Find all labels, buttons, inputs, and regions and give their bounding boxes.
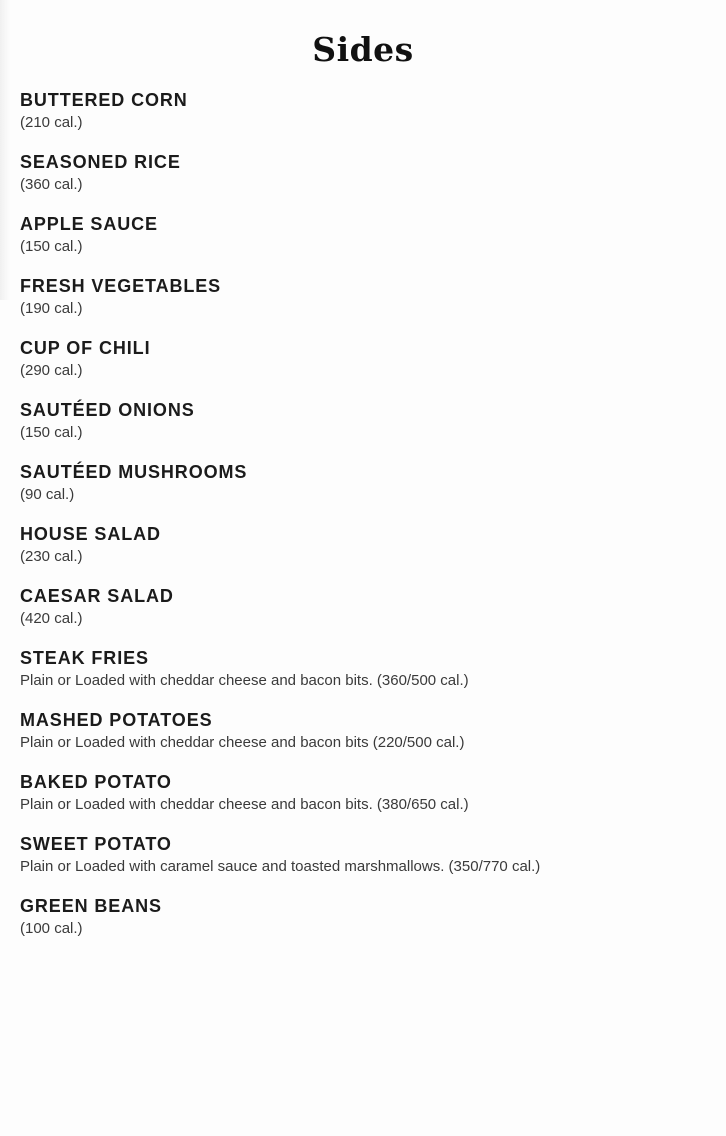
menu-item	[20, 214, 706, 256]
menu-item-detail: Plain or Loaded with caramel sauce and toasted marshmallows. (350/770 cal.)	[20, 858, 541, 875]
menu-item	[20, 586, 706, 628]
menu-item-detail: (90 cal.)	[20, 486, 75, 503]
menu-item-name: BUTTERED CORN	[20, 90, 188, 110]
menu-item	[20, 710, 706, 752]
menu-item-name: SWEET POTATO	[20, 834, 172, 854]
menu-item-detail: Plain or Loaded with cheddar cheese and bacon bits. (380/650 cal.)	[20, 796, 469, 813]
menu-item-name: MASHED POTATOES	[20, 710, 213, 730]
menu-item-name: SAUTÉED MUSHROOMS	[20, 462, 248, 482]
menu-item	[20, 400, 706, 442]
menu-item-detail: (100 cal.)	[20, 920, 83, 937]
menu-item	[20, 772, 706, 814]
menu-item-detail: (210 cal.)	[20, 114, 83, 131]
menu-item-detail: (290 cal.)	[20, 362, 83, 379]
menu-item-name: STEAK FRIES	[20, 648, 149, 668]
menu-item	[20, 90, 706, 132]
menu-item-name: HOUSE SALAD	[20, 524, 161, 544]
menu-item	[20, 152, 706, 194]
menu-item	[20, 648, 706, 690]
menu-item	[20, 462, 706, 504]
menu-item-detail: (150 cal.)	[20, 424, 83, 441]
menu-item-name: SEASONED RICE	[20, 152, 181, 172]
menu-item-name: GREEN BEANS	[20, 896, 162, 916]
menu-item-detail: Plain or Loaded with cheddar cheese and bacon bits (220/500 cal.)	[20, 734, 465, 751]
menu-item-detail: (230 cal.)	[20, 548, 83, 565]
page-title: Sides	[312, 30, 414, 69]
menu-list	[20, 90, 706, 938]
menu-item	[20, 524, 706, 566]
menu-item	[20, 834, 706, 876]
menu-item-name: BAKED POTATO	[20, 772, 172, 792]
menu-item-name: CAESAR SALAD	[20, 586, 174, 606]
menu-item	[20, 338, 706, 380]
menu-item	[20, 896, 706, 938]
menu-item-name: SAUTÉED ONIONS	[20, 400, 195, 420]
menu-item-detail: (420 cal.)	[20, 610, 83, 627]
menu-item-name: APPLE SAUCE	[20, 214, 158, 234]
menu-item-detail: (360 cal.)	[20, 176, 83, 193]
menu-item-name: CUP OF CHILI	[20, 338, 151, 358]
menu-item	[20, 276, 706, 318]
menu-item-detail: (150 cal.)	[20, 238, 83, 255]
menu-item-detail: (190 cal.)	[20, 300, 83, 317]
menu-item-detail: Plain or Loaded with cheddar cheese and bacon bits. (360/500 cal.)	[20, 672, 469, 689]
menu-item-name: FRESH VEGETABLES	[20, 276, 222, 296]
